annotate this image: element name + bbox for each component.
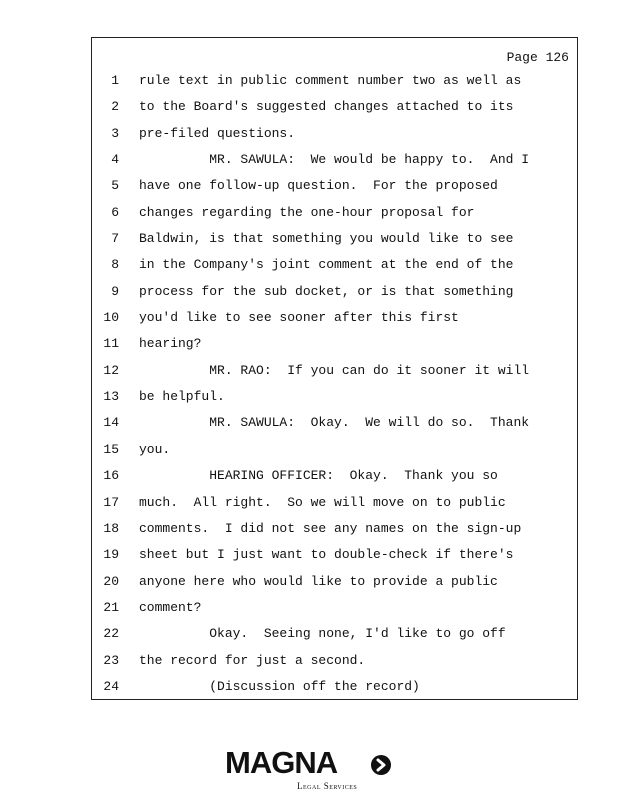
- line-number: 24: [103, 678, 119, 694]
- circle-chevron-right-icon: [370, 754, 392, 776]
- line-number: 2: [111, 99, 119, 115]
- line-text: you'd like to see sooner after this first: [139, 310, 459, 326]
- transcript-line: [92, 495, 577, 521]
- line-text: hearing?: [139, 336, 202, 352]
- line-number: 9: [111, 283, 119, 299]
- transcript-line: [92, 415, 577, 441]
- line-text: sheet but I just want to double-check if there's: [139, 547, 514, 563]
- line-text: process for the sub docket, or is that something: [139, 283, 514, 299]
- line-number: 20: [103, 573, 119, 589]
- line-number: 7: [111, 231, 119, 247]
- line-number: 6: [111, 204, 119, 220]
- line-text: Okay. Seeing none, I'd like to go off: [139, 626, 506, 642]
- transcript-line: [92, 231, 577, 257]
- line-text: changes regarding the one-hour proposal for: [139, 204, 475, 220]
- line-text: to the Board's suggested changes attached to its: [139, 99, 514, 115]
- transcript-line: [92, 679, 577, 705]
- transcript-line: [92, 468, 577, 494]
- transcript-line: [92, 99, 577, 125]
- transcript-line: [92, 389, 577, 415]
- transcript-line: [92, 442, 577, 468]
- transcript-line: [92, 626, 577, 652]
- line-number: 22: [103, 626, 119, 642]
- magna-logo: [225, 746, 395, 794]
- transcript-line: [92, 310, 577, 336]
- logo-subtitle: Legal Services: [297, 781, 358, 791]
- transcript-line: [92, 363, 577, 389]
- line-number: 3: [111, 125, 119, 141]
- line-number: 19: [103, 547, 119, 563]
- line-number: 1: [111, 73, 119, 88]
- transcript-line: [92, 653, 577, 679]
- line-text: be helpful.: [139, 389, 225, 405]
- line-number: 10: [103, 310, 119, 326]
- transcript-line: [92, 336, 577, 362]
- line-number: 13: [103, 389, 119, 405]
- transcript-lines: [92, 73, 577, 705]
- line-number: 4: [111, 152, 119, 168]
- line-text: Baldwin, is that something you would like to see: [139, 231, 514, 247]
- line-number: 21: [103, 599, 119, 615]
- transcript-line: [92, 574, 577, 600]
- line-text: MR. RAO: If you can do it sooner it will: [139, 362, 530, 378]
- line-number: 18: [103, 520, 119, 536]
- line-text: comments. I did not see any names on the sign-up: [139, 520, 522, 536]
- transcript-line: [92, 126, 577, 152]
- line-text: in the Company's joint comment at the end of the: [139, 257, 514, 273]
- transcript-line: [92, 257, 577, 283]
- transcript-line: [92, 600, 577, 626]
- line-number: 12: [103, 362, 119, 378]
- line-text: the record for just a second.: [139, 652, 366, 668]
- transcript-line: [92, 547, 577, 573]
- line-number: 14: [103, 415, 119, 431]
- line-number: 23: [103, 652, 119, 668]
- line-number: 5: [111, 178, 119, 194]
- line-number: 11: [103, 336, 119, 352]
- line-number: 16: [103, 468, 119, 484]
- transcript-line: [92, 521, 577, 547]
- line-text: anyone here who would like to provide a public: [139, 573, 498, 589]
- transcript-line: [92, 178, 577, 204]
- transcript-page: [91, 37, 578, 700]
- transcript-line: [92, 284, 577, 310]
- line-number: 15: [103, 441, 119, 457]
- line-text: HEARING OFFICER: Okay. Thank you so: [139, 468, 498, 484]
- page-number: Page 126: [506, 50, 569, 65]
- line-text: (Discussion off the record): [139, 678, 420, 694]
- line-text: much. All right. So we will move on to public: [139, 494, 506, 510]
- logo-wordmark: MAGNA: [225, 745, 338, 780]
- line-text: MR. SAWULA: We would be happy to. And I: [139, 152, 530, 168]
- transcript-line: [92, 152, 577, 178]
- line-text: rule text in public comment number two as well as: [139, 73, 522, 88]
- transcript-line: [92, 205, 577, 231]
- line-number: 8: [111, 257, 119, 273]
- line-text: MR. SAWULA: Okay. We will do so. Thank: [139, 415, 530, 431]
- line-text: you.: [139, 441, 171, 457]
- line-text: comment?: [139, 599, 202, 615]
- line-text: have one follow-up question. For the proposed: [139, 178, 498, 194]
- line-number: 17: [103, 494, 119, 510]
- transcript-line: [92, 73, 577, 99]
- line-text: pre-filed questions.: [139, 125, 296, 141]
